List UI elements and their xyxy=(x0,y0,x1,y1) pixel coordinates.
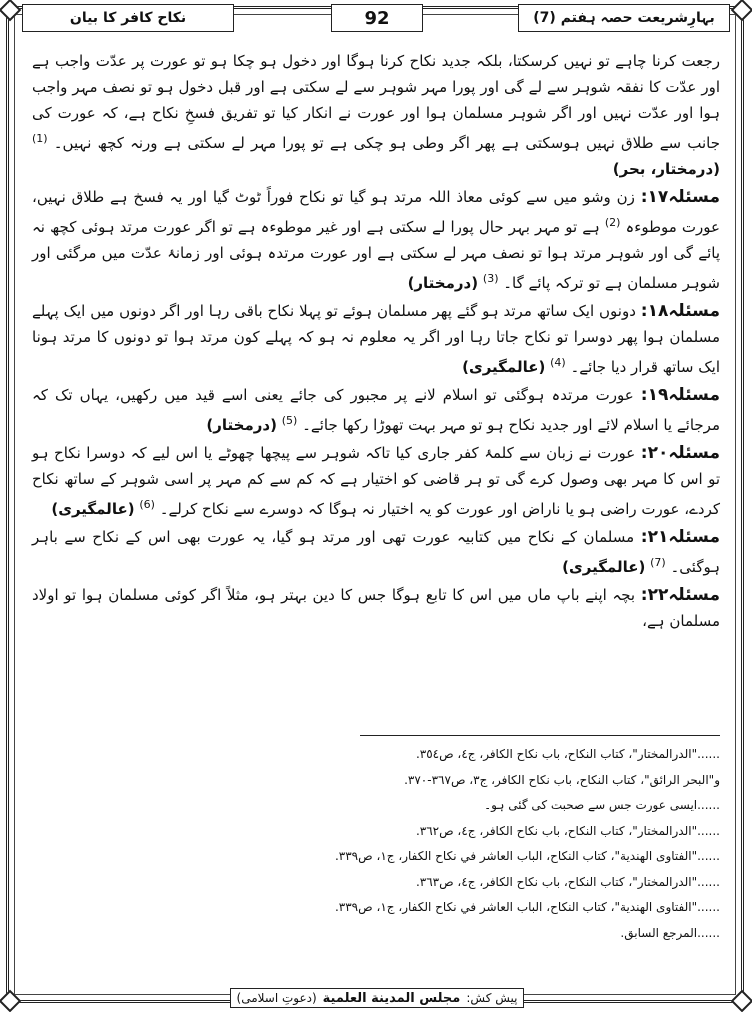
paragraph-text: عورت مرتدہ ہوگئی تو اسلام لانے پر مجبور کی جائے یعنی اسے قید میں رکھیں، یہاں تک کہ مرجائے یا اسلام لائے اور جدید نکاح ہو تو مہر بہت تھوڑا رکھا جائے۔ xyxy=(32,386,720,434)
footnote-ref: (3) xyxy=(482,272,499,285)
footnote-ref: (6) xyxy=(139,498,155,511)
page-header xyxy=(22,4,730,32)
footnote: ......"الدرالمختار"، كتاب النكاح، باب نكاح الكافر، ج٤، ص٣٦٢. xyxy=(415,823,720,838)
paragraph-text: رجعت کرنا چاہے تو نہیں کرسکتا، بلکہ جدید نکاح کرنا ہوگا اور دخول ہو چکا ہو تو عورت پر عدّت واجب ہے اور عدّت کا نفقہ شوہر سے لے گی اور پورا مہر شوہر سے لے سکتی ہے اور قبل دخول ہو تو نصف مہر واجب ہوا اور عدّت نہیں اور اگر شوہر مسلمان ہوا اور عورت نے انکار کیا تو تفریق فسخِ نکاح ہے، کہ عورت کی جانب سے طلاق نہیں ہوسکتی ہے پھر اگر وطی ہو چکی ہے تو پورا مہر لے سکتی ہے ورنہ کچھ نہیں۔ xyxy=(32,52,720,152)
paragraph xyxy=(32,184,720,296)
masala-label: مسئلہ۲۲: xyxy=(640,585,720,605)
source-citation: (عالمگیری) xyxy=(51,500,135,518)
footnote-divider xyxy=(360,735,720,736)
paragraph xyxy=(32,582,720,634)
paragraph xyxy=(32,298,720,380)
source-citation: (درمختار) xyxy=(206,416,277,434)
paragraph xyxy=(32,440,720,522)
paragraph-text: بچہ اپنے باپ ماں میں اس کا تابع ہوگا جس کا دین بہتر ہو، مثلاً اگر کوئی مسلمان ہوا تو اولاد مسلمان ہے، xyxy=(32,586,720,630)
page-number: 92 xyxy=(331,4,423,32)
main-text xyxy=(32,48,720,636)
footnotes xyxy=(32,742,720,946)
footer-suffix: (دعوتِ اسلامی) xyxy=(236,991,317,1005)
masala-label: مسئلہ۱۹: xyxy=(640,385,720,405)
footnote: ......"الدرالمختار"، كتاب النكاح، باب نكاح الكافر، ج٤، ص٣٦٣. xyxy=(415,874,720,889)
footer-org: مجلس المدينة العلمية xyxy=(322,990,461,1006)
masala-label: مسئلہ۲۱: xyxy=(640,527,720,547)
source-citation: (درمختار، بحر) xyxy=(612,160,720,178)
page-footer xyxy=(230,988,524,1008)
footnote: ......المرجع السابق. xyxy=(620,925,720,940)
footnote: ......"الفتاوى الهندية"، كتاب النكاح، الباب العاشر في نكاح الكفار، ج١، ص٣٣٩. xyxy=(334,849,720,863)
source-citation: (درمختار) xyxy=(407,274,479,292)
paragraph-text: دونوں ایک ساتھ مرتد ہو گئے پھر مسلمان ہوئے تو پہلا نکاح باقی رہا اور اگر دونوں میں ایک پہلے مسلمان ہوا پھر دوسرا تو نکاح جاتا رہا اور اگر یہ معلوم نہ ہو کہ پہلے کون مرتد ہوا تو دونوں کا مرتد ہونا ایک ساتھ قرار دیا جائے۔ xyxy=(32,302,720,376)
chapter-title: نکاح کافر کا بیان xyxy=(22,4,234,32)
paragraph xyxy=(32,382,720,438)
footnote: و"البحر الرائق"، كتاب النكاح، باب نكاح الكافر، ج٣، ص٣٦٧-٣٧٠. xyxy=(404,772,720,787)
footnote-ref: (1) xyxy=(32,132,48,145)
paragraph-text: مسلمان کے نکاح میں کتابیہ عورت تھی اور مرتد ہو گیا، یہ عورت بھی اس کے نکاح سے باہر ہوگئی۔ xyxy=(32,528,720,576)
footnote-ref: (5) xyxy=(281,414,298,427)
masala-label: مسئلہ۱۷: xyxy=(640,187,720,207)
masala-label: مسئلہ۱۸: xyxy=(640,301,720,321)
paragraph-text: ہے تو مہر بہر حال پورا لے سکتی ہے اور غیر موطوءہ ہے تو اگر عورت مرتد ہوئی کچھ نہ پائے گی اور شوہر مرتد ہوا تو نصف مہر لے سکتی ہے اور عورت مرتدہ ہوئی اور زمانۂ عدّت میں مرگئی اور شوہر مسلمان ہے تو ترکہ پائے گا۔ xyxy=(32,218,720,292)
footnote: ......"الدرالمختار"، كتاب النكاح، باب نكاح الكافر، ج٤، ص٣٥٤. xyxy=(415,747,720,761)
footnote-ref: (2) xyxy=(604,216,621,229)
footnote-ref: (7) xyxy=(650,556,666,569)
source-citation: (عالمگیری) xyxy=(562,558,646,576)
paragraph xyxy=(32,48,720,182)
footnote: ......"الفتاوى الهندية"، كتاب النكاح، الباب العاشر في نكاح الكفار، ج١، ص٣٣٩. xyxy=(334,900,720,914)
book-title: بہارِشریعت حصہ ہفتم (7) xyxy=(518,4,730,32)
paragraph xyxy=(32,524,720,580)
footnote-ref: (4) xyxy=(550,356,566,369)
paragraph-text: عورت نے زبان سے کلمۂ کفر جاری کیا تاکہ شوہر سے پیچھا چھوٹے یا اس لیے کہ دوسرا نکاح ہو تو اس کا مہر بھی وصول کرے گی تو ہر قاضی کو اختیار ہے کہ کم سے کم مہر پر اسی شوہر کے ساتھ نکاح کردے، عورت راضی ہو یا ناراض اور عورت کو یہ اختیار نہ ہوگا کہ دوسرے سے نکاح کرلے۔ xyxy=(32,444,720,518)
source-citation: (عالمگیری) xyxy=(462,358,546,376)
paragraph-text: زن وشو میں سے کوئی معاذ اللہ مرتد ہو گیا تو نکاح فوراً ٹوٹ گیا اور یہ فسخ ہے طلاق نہیں، عورت موطوءہ xyxy=(32,188,720,236)
masala-label: مسئلہ۲۰: xyxy=(640,443,720,463)
footer-prefix: پیش کش: xyxy=(466,991,518,1005)
footnote: ......ایسی عورت جس سے صحبت کی گئی ہو۔ xyxy=(484,798,720,812)
